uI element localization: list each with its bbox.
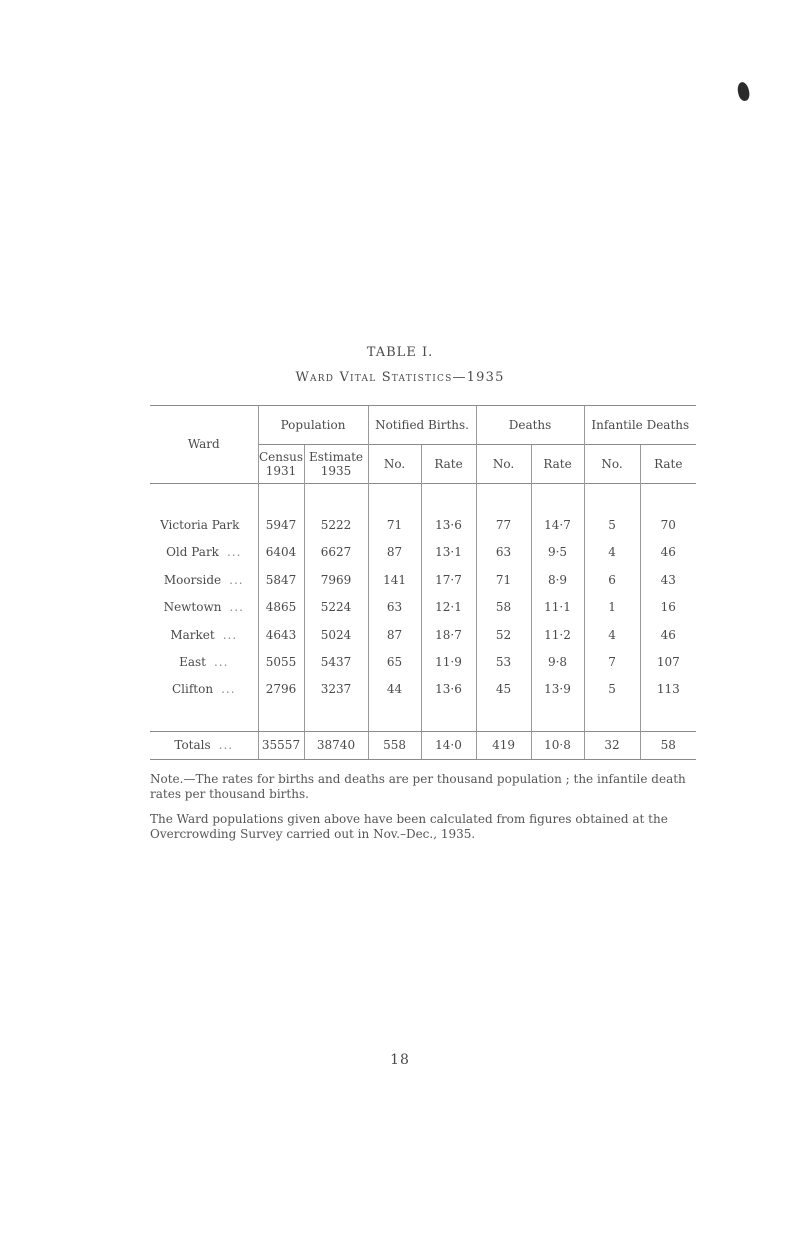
header-births-no: No.	[368, 445, 421, 484]
infantile-rate-cell: 46	[640, 621, 696, 648]
ward-name: Victoria Park	[160, 518, 240, 533]
deaths-rate-cell: 9·8	[531, 648, 584, 675]
births-rate-total: 14·0	[421, 731, 476, 759]
infantile-rate-cell: 46	[640, 539, 696, 566]
table-row	[150, 539, 696, 566]
infantile-no-cell: 6	[584, 566, 640, 593]
table-row	[150, 648, 696, 675]
ward-name: Moorside ...	[163, 572, 244, 587]
births-no-cell: 87	[368, 621, 421, 648]
estimate-cell: 7969	[304, 566, 368, 593]
ward-vital-statistics-table	[150, 405, 696, 760]
header-births-rate: Rate	[421, 445, 476, 484]
estimate-total: 38740	[304, 731, 368, 759]
census-cell: 4643	[258, 621, 304, 648]
deaths-no-cell: 52	[476, 621, 531, 648]
table-row	[150, 566, 696, 593]
header-estimate: Estimate 1935	[304, 445, 368, 484]
births-rate-cell: 13·1	[421, 539, 476, 566]
table-label: TABLE I.	[366, 345, 434, 360]
infantile-rate-cell: 113	[640, 676, 696, 703]
header-deaths-rate: Rate	[531, 445, 584, 484]
header-notified-births: Notified Births.	[368, 406, 476, 445]
deaths-rate-cell: 9·5	[531, 539, 584, 566]
deaths-rate-cell: 13·9	[531, 676, 584, 703]
births-rate-cell: 17·7	[421, 566, 476, 593]
ward-name: Old Park ...	[166, 545, 242, 560]
totals-label: Totals ...	[150, 731, 258, 759]
infantile-rate-cell: 107	[640, 648, 696, 675]
estimate-cell: 6627	[304, 539, 368, 566]
estimate-cell: 5024	[304, 621, 368, 648]
births-no-cell: 87	[368, 539, 421, 566]
estimate-cell: 5222	[304, 511, 368, 538]
deaths-no-cell: 53	[476, 648, 531, 675]
header-infantile-rate: Rate	[640, 445, 696, 484]
infantile-rate-cell: 43	[640, 566, 696, 593]
births-no-cell: 44	[368, 676, 421, 703]
totals-row	[150, 731, 696, 759]
census-cell: 5055	[258, 648, 304, 675]
infantile-no-cell: 7	[584, 648, 640, 675]
ward-name: Newtown ...	[163, 600, 244, 615]
births-rate-cell: 11·9	[421, 648, 476, 675]
deaths-rate-total: 10·8	[531, 731, 584, 759]
census-cell: 5947	[258, 511, 304, 538]
deaths-no-total: 419	[476, 731, 531, 759]
births-rate-cell: 13·6	[421, 676, 476, 703]
births-rate-cell: 18·7	[421, 621, 476, 648]
census-cell: 6404	[258, 539, 304, 566]
table-row	[150, 594, 696, 621]
note-rates: Note.—The rates for births and deaths are per thousand population ; the infantile death rates per thousand births.	[150, 772, 686, 801]
census-cell: 2796	[258, 676, 304, 703]
births-no-cell: 71	[368, 511, 421, 538]
infantile-no-cell: 5	[584, 676, 640, 703]
estimate-cell: 3237	[304, 676, 368, 703]
births-rate-cell: 12·1	[421, 594, 476, 621]
table-row	[150, 621, 696, 648]
note-populations: The Ward populations given above have been calculated from figures obtained at the Overcrowding Survey carried out in Nov.–Dec., 1935.	[150, 812, 668, 841]
births-no-cell: 141	[368, 566, 421, 593]
estimate-cell: 5224	[304, 594, 368, 621]
births-no-total: 558	[368, 731, 421, 759]
deaths-no-cell: 71	[476, 566, 531, 593]
page-number: 18	[390, 1052, 410, 1068]
census-cell: 4865	[258, 594, 304, 621]
infantile-no-total: 32	[584, 731, 640, 759]
infantile-no-cell: 4	[584, 539, 640, 566]
estimate-cell: 5437	[304, 648, 368, 675]
ink-blot	[736, 81, 751, 102]
header-deaths: Deaths	[476, 406, 584, 445]
deaths-no-cell: 77	[476, 511, 531, 538]
header-deaths-no: No.	[476, 445, 531, 484]
deaths-rate-cell: 11·1	[531, 594, 584, 621]
deaths-no-cell: 45	[476, 676, 531, 703]
infantile-no-cell: 1	[584, 594, 640, 621]
infantile-rate-total: 58	[640, 731, 696, 759]
deaths-no-cell: 63	[476, 539, 531, 566]
header-infantile-no: No.	[584, 445, 640, 484]
census-total: 35557	[258, 731, 304, 759]
deaths-no-cell: 58	[476, 594, 531, 621]
infantile-rate-cell: 16	[640, 594, 696, 621]
header-ward: Ward	[150, 406, 258, 484]
ward-name: East ...	[179, 655, 229, 670]
header-population: Population	[258, 406, 368, 445]
deaths-rate-cell: 11·2	[531, 621, 584, 648]
births-rate-cell: 13·6	[421, 511, 476, 538]
infantile-rate-cell: 70	[640, 511, 696, 538]
table-row	[150, 676, 696, 703]
ward-name: Market ...	[170, 627, 238, 642]
header-census: Census 1931	[258, 445, 304, 484]
infantile-no-cell: 5	[584, 511, 640, 538]
deaths-rate-cell: 8·9	[531, 566, 584, 593]
births-no-cell: 63	[368, 594, 421, 621]
table-title: Ward Vital Statistics—1935	[295, 370, 505, 385]
infantile-no-cell: 4	[584, 621, 640, 648]
deaths-rate-cell: 14·7	[531, 511, 584, 538]
table-row	[150, 511, 696, 538]
census-cell: 5847	[258, 566, 304, 593]
header-infantile-deaths: Infantile Deaths	[584, 406, 696, 445]
births-no-cell: 65	[368, 648, 421, 675]
ward-name: Clifton ...	[171, 682, 236, 697]
